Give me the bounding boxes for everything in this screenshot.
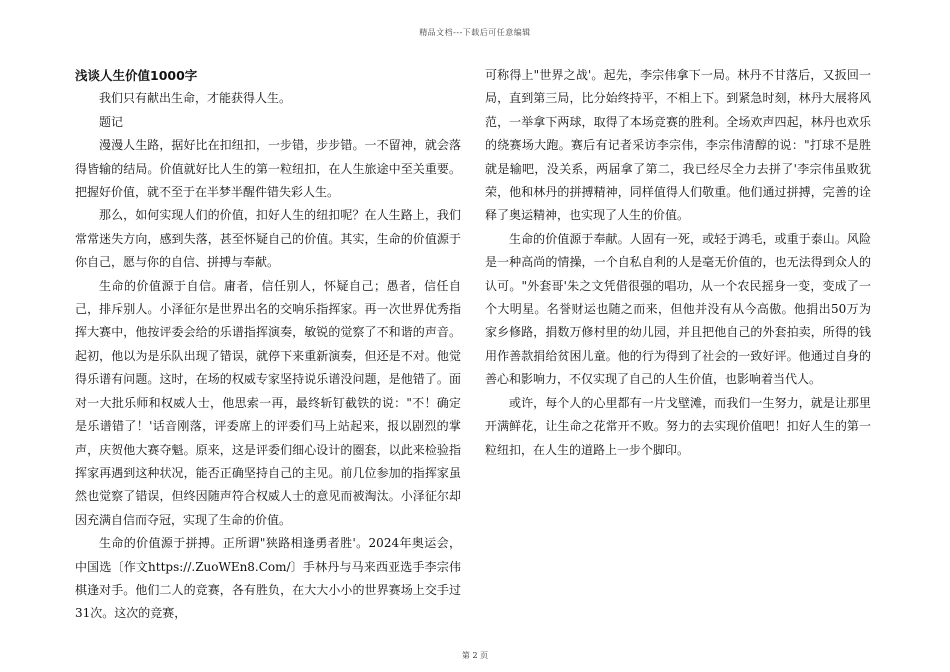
right-column: [485, 64, 871, 462]
article-title: 浅谈人生价值1000字: [75, 68, 198, 83]
paragraph: 或许，每个人的心里都有一片戈壁滩，而我们一生努力，就是让那里开满鲜花，让生命之花常开不败。努力的去实现价值吧！扣好人生的第一粒纽扣，在人生的道路上一步个脚印。: [485, 395, 871, 457]
paragraph: 题记: [99, 114, 124, 129]
left-column: [75, 64, 461, 626]
page-number: 第 2 页: [461, 651, 489, 660]
paragraph: 我们只有献出生命，才能获得人生。: [99, 91, 292, 106]
paragraph: 生命的价值源于拼搏。正所谓"狭路相逢勇者胜'。2024年奥运会，中国选〔作文https://.ZuoWEn8.Com/〕手林丹与马来西亚选手李宗伟棋逢对手。他们二人的竞赛，各有胜负，在大大小小的世界赛场上交手过31次。这次的竞赛，: [75, 536, 461, 621]
paragraph: 生命的价值源于自信。庸者，信任别人，怀疑自己；愚者，信任自己，排斥别人。小泽征尔是世界出名的交响乐指挥家。再一次世界优秀指挥大赛中，他按评委会给的乐谱指挥演奏，敏锐的觉察了不和谐的声音。起初，他以为是乐队出现了错误，就停下来重新演奏，但还是不对。他觉得乐谱有问题。这时，在场的权威专家坚持说乐谱没问题，是他错了。面对一大批乐师和权威人士，他思索一再，最终斩钉截铁的说："不！确定是乐谱错了！'话音刚落，评委席上的评委们马上站起来，报以剧烈的掌声，庆贺他大赛夺魁。原来，这是评委们细心设计的圈套，以此来检验指挥家再遇到这种状况，能否正确坚持自己的主见。前几位参加的指挥家虽然也觉察了错误，但终因随声符合权威人士的意见而被淘汰。小泽征尔却因充满自信而夺冠，实现了生命的价值。: [75, 278, 461, 527]
paragraph: 那么，如何实现人们的价值，扣好人生的纽扣呢？在人生路上，我们常常迷失方向，感到失落，甚至怀疑自己的价值。其实，生命的价值源于你自己，愿与你的自信、拼搏与奉献。: [75, 208, 461, 270]
paragraph: 漫漫人生路，据好比在扣纽扣，一步错，步步错。一不留神，就会落得皆输的结局。价值就好比人生的第一粒纽扣，在人生旅途中至关重要。把握好价值，就不至于在半梦半醒件错失彩人生。: [75, 138, 461, 200]
page-header: 精品文档---下载后可任意编辑: [419, 28, 531, 37]
paragraph-continued: 可称得上"世界之战'。起先，李宗伟拿下一局。林丹不甘落后，又扳回一局，直到第三局，比分始终持平，不相上下。到紧急时刻，林丹大展将风范，一举拿下两球，取得了本场竞赛的胜利。全场欢声四起，林丹也欢乐的绕赛场大跑。赛后有记者采访李宗伟，李宗伟清醇的说："打球不是胜就是输吧，没关系，两届拿了第二，我已经尽全力去拼了'李宗伟虽败犹荣，他和林丹的拼搏精神，同样值得人们敬重。他们通过拼搏，完善的诠释了奥运精神，也实现了人生的价值。: [485, 68, 871, 223]
paragraph: 生命的价值源于奉献。人固有一死，或轻于鸿毛，或重于泰山。风险是一种高尚的情操，一个自私自利的人是毫无价值的，也无法得到众人的认可。"外套哥'朱之文凭借很强的唱功，从一个农民摇身一变，变成了一个大明星。名誉财运也随之而来，但他并没有从今高傲。他捐出50万为家乡修路，捐数万修村里的幼儿园，并且把他自己的外套拍卖，所得的钱用作善款捐给贫困儿童。他的行为得到了社会的一致好评。他通过自身的善心和影响力，不仅实现了自己的人生价值，也影响着当代人。: [485, 231, 871, 387]
